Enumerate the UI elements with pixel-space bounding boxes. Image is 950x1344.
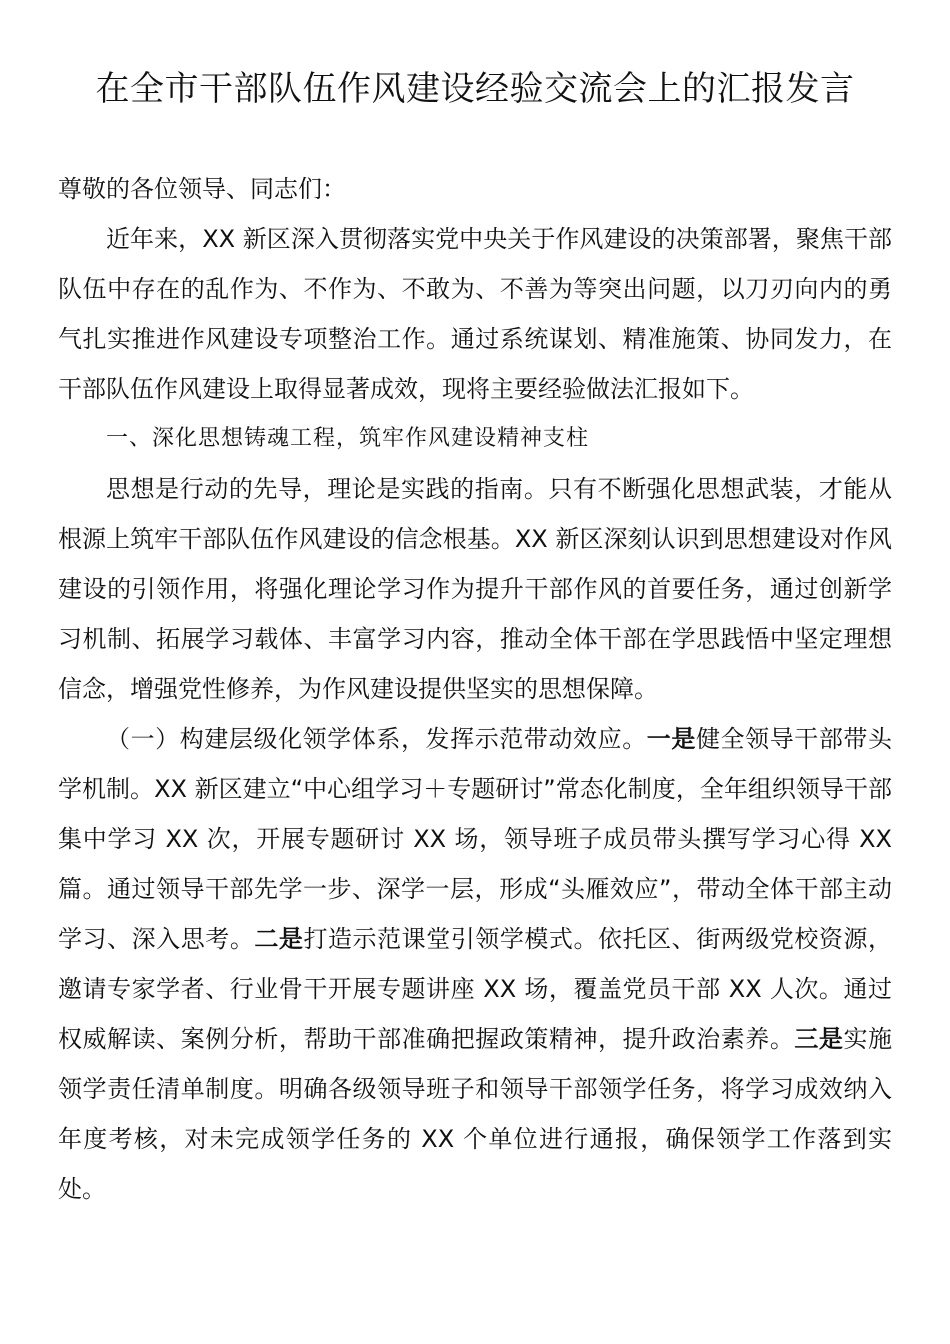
document-title: 在全市干部队伍作风建设经验交流会上的汇报发言	[95, 69, 855, 109]
subsection-1-heading: （一）构建层级化领学体系，发挥示范带动效应。	[106, 725, 647, 753]
point-2-text: 打造示范课堂引领学模式。依托区、街两级党校资源，邀请专家学者、行业骨干开展专题讲座 XX 场，覆盖党员干部 XX 人次。通过权威解读、案例分析，帮助干部准确把握政策精神，提升政治素养。	[58, 925, 893, 1053]
subsection-1-paragraph	[58, 714, 892, 1214]
document-body	[58, 164, 892, 1214]
section-1-paragraph: 思想是行动的先导，理论是实践的指南。只有不断强化思想武装，才能从根源上筑牢干部队伍作风建设的信念根基。XX 新区深刻认识到思想建设对作风建设的引领作用，将强化理论学习作为提升干部作风的首要任务，通过创新学习机制、拓展学习载体、丰富学习内容，推动全体干部在学思践悟中坚定理想信念，增强党性修养，为作风建设提供坚实的思想保障。	[58, 475, 892, 703]
point-2-lead: 二是	[254, 925, 304, 953]
point-1-lead: 一是	[646, 725, 696, 753]
point-3-lead: 三是	[794, 1025, 844, 1053]
salutation: 尊敬的各位领导、同志们：	[58, 175, 346, 203]
section-1-heading: 一、深化思想铸魂工程，筑牢作风建设精神支柱	[106, 426, 590, 451]
point-3-text: 实施领学责任清单制度。明确各级领导班子和领导干部领学任务，将学习成效纳入年度考核，对未完成领学任务的 XX 个单位进行通报，确保领学工作落到实处。	[58, 1025, 893, 1203]
point-1-text: 健全领导干部带头学机制。XX 新区建立“中心组学习＋专题研讨”常态化制度，全年组织领导干部集中学习 XX 次，开展专题研讨 XX 场，领导班子成员带头撰写学习心得 XX 篇。通过领导干部先学一步、深学一层，形成“头雁效应”，带动全体干部主动学习、深入思考。	[58, 725, 893, 953]
intro-paragraph: 近年来，XX 新区深入贯彻落实党中央关于作风建设的决策部署，聚焦干部队伍中存在的乱作为、不作为、不敢为、不善为等突出问题，以刀刃向内的勇气扎实推进作风建设专项整治工作。通过系统谋划、精准施策、协同发力，在干部队伍作风建设上取得显著成效，现将主要经验做法汇报如下。	[58, 225, 892, 403]
